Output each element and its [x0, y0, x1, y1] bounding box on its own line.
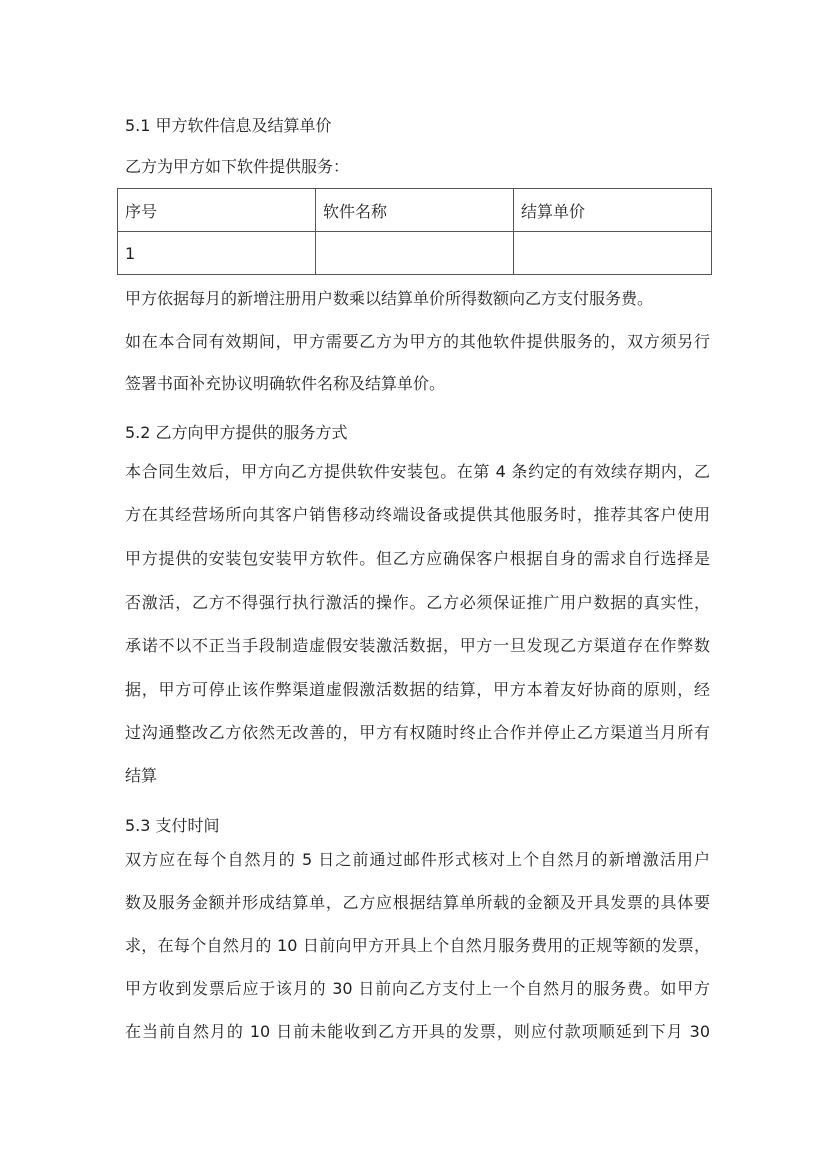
table-cell [316, 232, 514, 275]
paragraph-line: 本合同生效后，甲方向乙方提供软件安装包。在第 4 条约定的有效续存期内，乙 [125, 462, 710, 481]
table-header-row [118, 189, 712, 232]
table-cell [514, 232, 712, 275]
paragraph-line: 数及服务金额并形成结算单，乙方应根据结算单所载的金额及开具发票的具体要 [125, 893, 710, 912]
header-cell: 软件名称 [316, 189, 514, 232]
paragraph-line: 据，甲方可停止该作弊渠道虚假激活数据的结算，甲方本着友好协商的原则，经 [125, 680, 710, 699]
paragraph-line: 求，在每个自然月的 10 日前向甲方开具上个自然月服务费用的正规等额的发票， [125, 936, 710, 955]
section-5-3-title: 5.3 支付时间 [125, 816, 220, 835]
paragraph-line: 过沟通整改乙方依然无改善的，甲方有权随时终止合作并停止乙方渠道当月所有 [125, 723, 710, 742]
paragraph-line: 方在其经营场所向其客户销售移动终端设备或提供其他服务时，推荐其客户使用 [125, 505, 710, 524]
section-5-1-title: 5.1 甲方软件信息及结算单价 [125, 116, 332, 135]
paragraph-line: 双方应在每个自然月的 5 日之前通过邮件形式核对上个自然月的新增激活用户 [125, 850, 710, 869]
paragraph-line: 承诺不以不正当手段制造虚假安装激活数据，甲方一旦发现乙方渠道存在作弊数 [125, 636, 710, 655]
paragraph-line: 甲方收到发票后应于该月的 30 日前向乙方支付上一个自然月的服务费。如甲方 [125, 979, 710, 998]
table-row [118, 232, 712, 275]
software-table [117, 188, 712, 275]
paragraph-line: 如在本合同有效期间，甲方需要乙方为甲方的其他软件提供服务的，双方须另行 [125, 332, 710, 351]
paragraph-line: 否激活，乙方不得强行执行激活的操作。乙方必须保证推广用户数据的真实性， [125, 593, 710, 612]
section-5-1-intro: 乙方为甲方如下软件提供服务： [125, 157, 350, 176]
header-cell: 序号 [118, 189, 316, 232]
paragraph-line: 在当前自然月的 10 日前未能收到乙方开具的发票，则应付款项顺延到下月 30 [125, 1022, 710, 1041]
header-cell: 结算单价 [514, 189, 712, 232]
paragraph-line: 签署书面补充协议明确软件名称及结算单价。 [125, 374, 446, 393]
section-5-2-title: 5.2 乙方向甲方提供的服务方式 [125, 423, 348, 442]
paragraph-line: 甲方提供的安装包安装甲方软件。但乙方应确保客户根据自身的需求自行选择是 [125, 549, 710, 568]
paragraph-line: 甲方依据每月的新增注册用户数乘以结算单价所得数额向乙方支付服务费。 [125, 289, 654, 308]
paragraph-line: 结算 [125, 766, 158, 785]
table-cell: 1 [118, 232, 316, 275]
